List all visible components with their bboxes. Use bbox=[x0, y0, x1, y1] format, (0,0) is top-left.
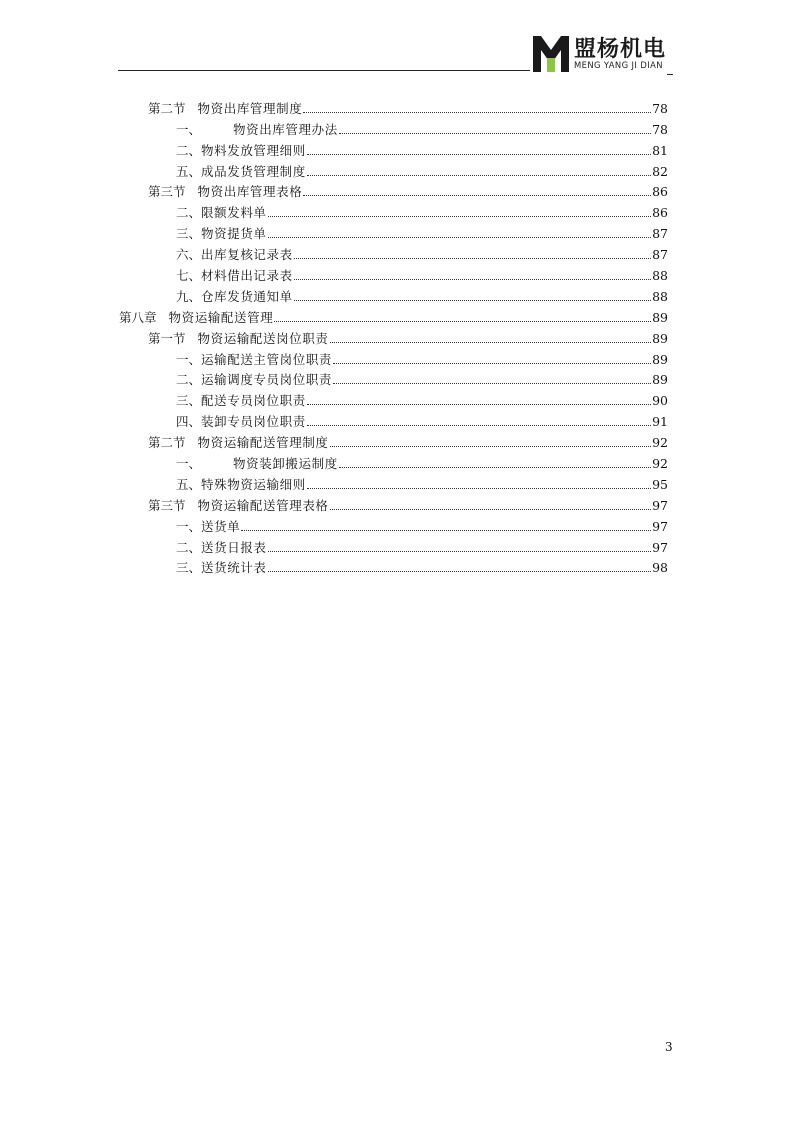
toc-entry-number: 一、 bbox=[176, 351, 202, 367]
toc-entry-number: 三、 bbox=[176, 226, 202, 242]
toc-entry-title: 出库复核记录表 bbox=[201, 247, 293, 263]
toc-entry-heading bbox=[176, 560, 267, 576]
toc-dot-leader bbox=[268, 571, 652, 572]
toc-entry-heading bbox=[148, 498, 329, 514]
header-rule bbox=[118, 70, 530, 71]
toc-entry-page: 81 bbox=[652, 142, 668, 158]
toc-entry-page: 88 bbox=[652, 268, 668, 284]
page-number: 3 bbox=[665, 1040, 673, 1054]
toc-entry[interactable] bbox=[0, 493, 668, 514]
toc-entry-page: 97 bbox=[652, 518, 668, 534]
company-logo bbox=[533, 34, 683, 76]
toc-entry-page: 86 bbox=[652, 205, 668, 221]
toc-entry-heading bbox=[176, 414, 306, 430]
toc-entry-number: 五、 bbox=[176, 163, 202, 179]
toc-entry[interactable] bbox=[0, 388, 668, 409]
toc-entry[interactable] bbox=[0, 221, 668, 242]
toc-entry-heading bbox=[148, 101, 302, 117]
toc-entry-heading bbox=[148, 435, 329, 451]
toc-dot-leader bbox=[333, 383, 651, 384]
toc-entry-title: 物资出库管理表格 bbox=[197, 184, 303, 200]
toc-dot-leader bbox=[307, 425, 651, 426]
toc-entry-number: 一、 bbox=[176, 518, 202, 534]
toc-entry[interactable] bbox=[0, 242, 668, 263]
toc-entry-heading bbox=[176, 247, 293, 263]
toc-entry-number: 三、 bbox=[176, 560, 202, 576]
toc-entry-title: 物资运输配送管理制度 bbox=[197, 435, 329, 451]
toc-entry-title: 材料借出记录表 bbox=[201, 268, 293, 284]
toc-dot-leader bbox=[330, 509, 652, 510]
toc-entry-title: 物资运输配送岗位职责 bbox=[197, 330, 329, 346]
toc-entry[interactable] bbox=[0, 117, 668, 138]
toc-dot-leader bbox=[268, 237, 652, 238]
toc-entry[interactable] bbox=[0, 347, 668, 368]
toc-entry[interactable] bbox=[0, 409, 668, 430]
toc-entry-heading bbox=[148, 331, 329, 347]
toc-entry-number: 七、 bbox=[176, 268, 202, 284]
toc-dot-leader bbox=[294, 258, 651, 259]
toc-entry-page: 89 bbox=[652, 330, 668, 346]
toc-dot-leader bbox=[294, 300, 651, 301]
toc-entry-title: 物资装卸搬运制度 bbox=[233, 456, 338, 472]
toc-entry-page: 87 bbox=[652, 226, 668, 242]
toc-entry-number: 二、 bbox=[176, 142, 202, 158]
toc-entry-title: 物料发放管理细则 bbox=[201, 142, 306, 158]
toc-entry-title: 成品发货管理制度 bbox=[201, 163, 306, 179]
toc-entry-heading bbox=[176, 268, 293, 284]
toc-dot-leader bbox=[241, 530, 651, 531]
toc-entry-heading bbox=[176, 456, 338, 472]
toc-entry-number: 四、 bbox=[176, 414, 202, 430]
toc-entry-page: 89 bbox=[652, 372, 668, 388]
toc-entry-heading bbox=[176, 519, 240, 535]
toc-entry[interactable] bbox=[0, 180, 668, 201]
toc-entry-number: 二、 bbox=[176, 205, 202, 221]
toc-entry-title: 运输调度专员岗位职责 bbox=[201, 372, 333, 388]
toc-entry-title: 物资运输配送管理 bbox=[168, 309, 274, 325]
toc-entry-page: 90 bbox=[652, 393, 668, 409]
toc-dot-leader bbox=[303, 195, 651, 196]
brand-underline bbox=[667, 74, 673, 75]
toc-dot-leader bbox=[307, 488, 651, 489]
toc-entry-page: 98 bbox=[652, 560, 668, 576]
toc-dot-leader bbox=[330, 342, 652, 343]
toc-entry-page: 91 bbox=[652, 414, 668, 430]
toc-entry-number: 第八章 bbox=[119, 309, 157, 325]
toc-entry[interactable] bbox=[0, 430, 668, 451]
toc-dot-leader bbox=[307, 154, 651, 155]
toc-entry-number: 一、 bbox=[176, 121, 202, 137]
toc-entry-page: 78 bbox=[652, 121, 668, 137]
toc-entry-title: 物资出库管理办法 bbox=[233, 121, 338, 137]
toc-entry[interactable] bbox=[0, 263, 668, 284]
toc-entry-number: 六、 bbox=[176, 247, 202, 263]
toc-entry-heading bbox=[176, 372, 332, 388]
toc-dot-leader bbox=[274, 321, 651, 322]
brand-subtitle: MENG YANG JI DIAN bbox=[574, 60, 663, 70]
toc-dot-leader bbox=[268, 551, 652, 552]
toc-entry-heading bbox=[176, 205, 267, 221]
brand-name: 盟杨机电 bbox=[574, 37, 667, 62]
toc-dot-leader bbox=[294, 279, 651, 280]
toc-entry[interactable] bbox=[0, 556, 668, 577]
toc-entry[interactable] bbox=[0, 326, 668, 347]
toc-dot-leader bbox=[339, 467, 651, 468]
toc-dot-leader bbox=[330, 446, 652, 447]
toc-entry-heading bbox=[176, 143, 306, 159]
toc-entry-heading bbox=[176, 164, 306, 180]
toc-entry[interactable] bbox=[0, 368, 668, 389]
toc-entry-page: 88 bbox=[652, 288, 668, 304]
toc-dot-leader bbox=[307, 404, 651, 405]
toc-entry-page: 82 bbox=[652, 163, 668, 179]
toc-entry[interactable] bbox=[0, 159, 668, 180]
toc-entry[interactable] bbox=[0, 305, 668, 326]
toc-entry-heading bbox=[176, 226, 267, 242]
toc-entry-number: 五、 bbox=[176, 476, 202, 492]
toc-entry-title: 物资运输配送管理表格 bbox=[197, 497, 329, 513]
toc-entry-title: 特殊物资运输细则 bbox=[201, 476, 306, 492]
table-of-contents bbox=[0, 96, 793, 576]
toc-entry[interactable] bbox=[0, 138, 668, 159]
toc-entry-number: 二、 bbox=[176, 372, 202, 388]
toc-entry[interactable] bbox=[0, 451, 668, 472]
toc-entry-number: 第三节 bbox=[148, 184, 186, 200]
toc-entry-page: 97 bbox=[652, 497, 668, 513]
toc-dot-leader bbox=[303, 112, 651, 113]
toc-entry-number: 九、 bbox=[176, 288, 202, 304]
toc-entry-title: 物资提货单 bbox=[201, 226, 267, 242]
toc-entry-page: 78 bbox=[652, 100, 668, 116]
toc-entry[interactable] bbox=[0, 96, 668, 117]
toc-entry-title: 仓库发货通知单 bbox=[201, 288, 293, 304]
toc-entry-heading bbox=[176, 352, 332, 368]
toc-entry-heading bbox=[119, 310, 273, 326]
toc-entry-title: 运输配送主管岗位职责 bbox=[201, 351, 333, 367]
toc-entry-title: 配送专员岗位职责 bbox=[201, 393, 306, 409]
toc-dot-leader bbox=[307, 175, 651, 176]
toc-entry-page: 86 bbox=[652, 184, 668, 200]
toc-entry[interactable] bbox=[0, 472, 668, 493]
toc-entry-number: 二、 bbox=[176, 539, 202, 555]
toc-entry-number: 第二节 bbox=[148, 435, 186, 451]
toc-entry-title: 送货单 bbox=[201, 518, 241, 534]
toc-entry-heading bbox=[148, 184, 302, 200]
toc-entry-heading bbox=[176, 122, 338, 138]
toc-entry-number: 三、 bbox=[176, 393, 202, 409]
toc-entry-page: 89 bbox=[652, 309, 668, 325]
toc-entry-number: 第三节 bbox=[148, 497, 186, 513]
toc-entry-title: 送货统计表 bbox=[201, 560, 267, 576]
toc-entry[interactable] bbox=[0, 514, 668, 535]
toc-entry-number: 第一节 bbox=[148, 330, 186, 346]
toc-entry-title: 限额发料单 bbox=[201, 205, 267, 221]
toc-entry-page: 95 bbox=[652, 476, 668, 492]
toc-entry-title: 装卸专员岗位职责 bbox=[201, 414, 306, 430]
toc-entry[interactable] bbox=[0, 535, 668, 556]
toc-entry-heading bbox=[176, 540, 267, 556]
toc-entry-number: 一、 bbox=[176, 456, 202, 472]
toc-entry-page: 97 bbox=[652, 539, 668, 555]
toc-entry[interactable] bbox=[0, 284, 668, 305]
toc-entry-page: 89 bbox=[652, 351, 668, 367]
toc-entry-page: 92 bbox=[652, 435, 668, 451]
toc-entry[interactable] bbox=[0, 200, 668, 221]
toc-entry-heading bbox=[176, 289, 293, 305]
mengyang-logo-icon bbox=[533, 36, 569, 72]
toc-dot-leader bbox=[333, 363, 651, 364]
toc-entry-number: 第二节 bbox=[148, 100, 186, 116]
toc-dot-leader bbox=[268, 216, 652, 217]
toc-entry-heading bbox=[176, 477, 306, 493]
toc-entry-page: 92 bbox=[652, 456, 668, 472]
toc-dot-leader bbox=[339, 133, 651, 134]
toc-entry-title: 送货日报表 bbox=[201, 539, 267, 555]
toc-entry-page: 87 bbox=[652, 247, 668, 263]
toc-entry-title: 物资出库管理制度 bbox=[197, 100, 303, 116]
toc-entry-heading bbox=[176, 393, 306, 409]
